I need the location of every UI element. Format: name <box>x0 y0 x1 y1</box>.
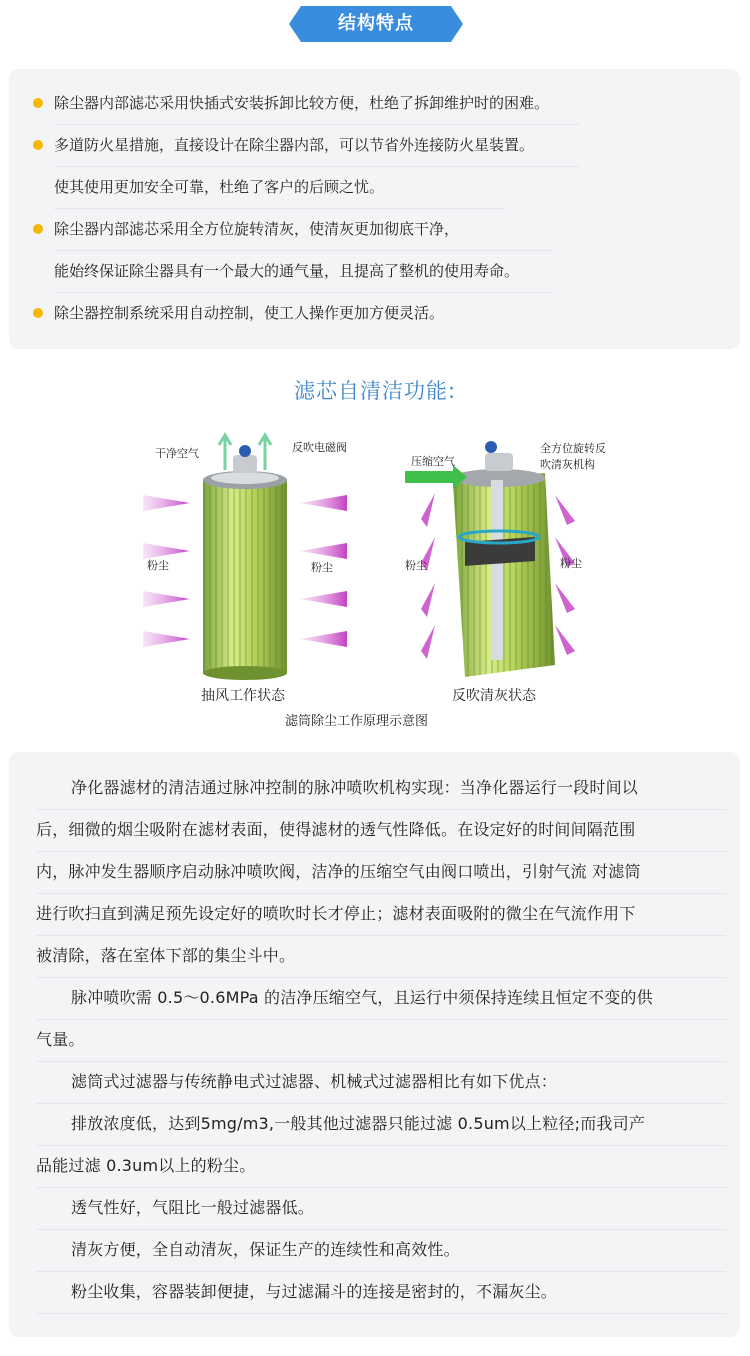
bullet-icon <box>33 308 43 318</box>
paragraph-line: 粉尘收集，容器装卸便捷，与过滤漏斗的连接是密封的，不漏灰尘。 <box>71 1282 558 1301</box>
left-filter-cartridge <box>203 435 287 680</box>
paragraph-line: 内，脉冲发生器顺序启动脉冲喷吹阀，洁净的压缩空气由阀口喷出，引射气流 对滤筒 <box>36 862 641 881</box>
label-backflush-state: 反吹清灰状态 <box>452 688 536 704</box>
paragraph-line: 被清除，落在室体下部的集尘斗中。 <box>36 946 296 965</box>
feature-text: 除尘器内部滤芯采用快插式安装拆卸比较方便，杜绝了拆卸维护时的困难。 <box>54 94 550 112</box>
label-dust-right: 粉尘 <box>311 561 333 574</box>
feature-item <box>54 82 554 124</box>
feature-text: 除尘器控制系统采用自动控制，使工人操作更加方便灵活。 <box>54 304 445 322</box>
filter-diagram <box>135 425 615 730</box>
paragraph-line: 滤筒式过滤器与传统静电式过滤器、机械式过滤器相比有如下优点： <box>71 1072 558 1091</box>
paragraph-line: 透气性好，气阻比一般过滤器低。 <box>71 1198 315 1217</box>
diagram-caption: 滤筒除尘工作原理示意图 <box>285 714 429 729</box>
label-compressed-air: 压缩空气 <box>411 455 455 468</box>
label-clean-air: 干净空气 <box>155 447 199 460</box>
bullet-icon <box>33 98 43 108</box>
features-panel <box>9 69 740 349</box>
section-header-title: 结构特点 <box>338 13 414 34</box>
paragraph-line: 脉冲喷吹需 0.5～0.6MPa 的洁净压缩空气，且运行中须保持连续且恒定不变的供 <box>71 988 653 1007</box>
label-rotating-mechanism-1: 全方位旋转反 <box>540 442 606 455</box>
description-panel <box>9 752 740 1337</box>
paragraph-line: 气量。 <box>36 1030 85 1049</box>
feature-text: 能始终保证除尘器具有一个最大的通气量，且提高了整机的使用寿命。 <box>54 262 520 280</box>
feature-text: 使其使用更加安全可靠，杜绝了客户的后顾之忧。 <box>54 178 385 196</box>
section-title: 滤芯自清洁功能: <box>293 379 457 403</box>
feature-item <box>54 166 554 208</box>
paragraph-line: 品能过滤 0.3um以上的粉尘。 <box>36 1156 256 1175</box>
bullet-icon <box>33 224 43 234</box>
feature-item <box>54 208 554 250</box>
paragraph-line: 净化器滤材的清洁通过脉冲控制的脉冲喷吹机构实现：当净化器运行一段时间以 <box>71 778 639 797</box>
paragraph-line: 清灰方便，全自动清灰，保证生产的连续性和高效性。 <box>71 1240 460 1259</box>
feature-item <box>54 124 554 166</box>
label-dust-right: 粉尘 <box>560 557 582 570</box>
label-dust-left: 粉尘 <box>147 559 169 572</box>
label-suction-state: 抽风工作状态 <box>201 688 285 704</box>
bullet-icon <box>33 140 43 150</box>
section-header-banner <box>289 6 463 42</box>
label-dust-left: 粉尘 <box>405 559 427 572</box>
paragraph-line: 后，细微的烟尘吸附在滤材表面，使得滤材的透气性降低。在设定好的时间间隔范围 <box>36 820 636 839</box>
label-pulse-valve: 反吹电磁阀 <box>292 441 347 454</box>
paragraph-line: 排放浓度低，达到5mg/m3,一般其他过滤器只能过滤 0.5um以上粒径;而我司产 <box>71 1114 646 1133</box>
feature-text: 除尘器内部滤芯采用全方位旋转清灰，使清灰更加彻底干净， <box>54 220 460 238</box>
divider <box>36 1313 726 1314</box>
label-rotating-mechanism-2: 吹清灰机构 <box>540 458 595 471</box>
paragraph-line: 进行吹扫直到满足预先设定好的喷吹时长才停止；滤材表面吸附的微尘在气流作用下 <box>36 904 636 923</box>
feature-item <box>54 250 554 292</box>
feature-item <box>54 292 554 334</box>
feature-text: 多道防火星措施，直接设计在除尘器内部，可以节省外连接防火星装置。 <box>54 136 535 154</box>
